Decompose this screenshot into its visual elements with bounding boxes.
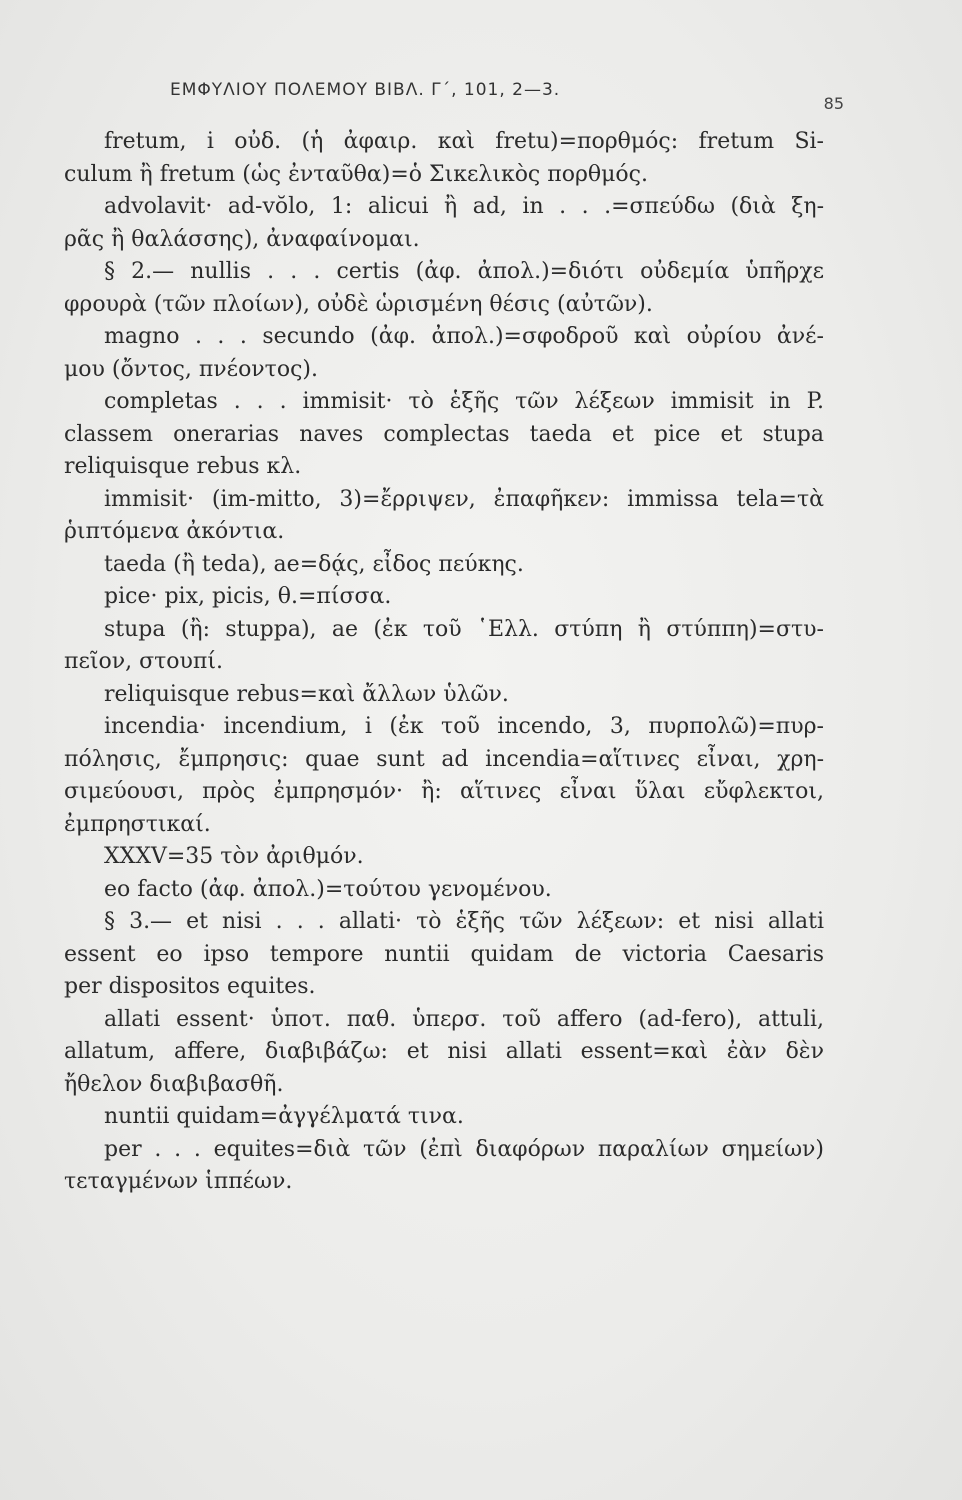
text-line: § 2.— nullis . . . certis (ἀφ. ἀπολ.)=διότι οὐδεμία ὑπῆρχε (104, 259, 824, 284)
text-line: τεταγμένων ἱππέων. (64, 1169, 293, 1194)
commentary-text (64, 126, 824, 1199)
text-line: culum ἢ fretum (ὡς ἐνταῦθα)=ὁ Σικελικὸς πορθμός. (64, 161, 648, 187)
text-line: magno . . . secundo (ἀφ. ἀπολ.)=σφοδροῦ καὶ οὐρίου ἀνέ- (104, 324, 824, 349)
text-line: ῥιπτόμενα ἀκόντια. (64, 519, 285, 544)
text-line: advolavit· ad-vŏlo, 1: alicui ἢ ad, in . . .=σπεύδω (διὰ ξη- (104, 194, 824, 219)
text-line: allatum, affere, διαβιβάζω: et nisi allati essent=καὶ ἐὰν δὲν (64, 1039, 824, 1064)
text-line: § 3.— et nisi . . . allati· τὸ ἑξῆς τῶν λέξεων: et nisi allati (104, 909, 824, 934)
text-line: taeda (ἢ teda), ae=δᾴς, εἶδος πεύκης. (104, 551, 524, 577)
text-line: μου (ὄντος, πνέοντος). (64, 356, 318, 382)
text-line: reliquisque rebus κλ. (64, 454, 302, 479)
text-line: σιμεύουσι, πρὸς ἐμπρησμόν· ἢ: αἵτινες εἶναι ὕλαι εὔφλεκτοι, (64, 779, 824, 804)
text-line: reliquisque rebus=καὶ ἄλλων ὑλῶν. (104, 681, 509, 707)
text-line: essent eo ipso tempore nuntii quidam de victoria Caesaris (64, 941, 824, 967)
running-title: ΕΜΦΥΛΙΟΥ ΠΟΛΕΜΟΥ ΒΙΒΛ. Γ΄, 101, 2—3. (170, 80, 561, 100)
text-line: immisit· (im-mitto, 3)=ἔρριψεν, ἐπαφῆκεν: immissa tela=τὰ (104, 486, 824, 512)
text-line: ἐμπρηστικαί. (64, 811, 211, 837)
text-line: fretum, i οὐδ. (ἡ ἀφαιρ. καὶ fretu)=πορθμός: fretum Si- (104, 129, 824, 154)
text-line: ἤθελον διαβιβασθῆ. (64, 1071, 284, 1097)
text-line: completas . . . immisit· τὸ ἑξῆς τῶν λέξεων immisit in P. (104, 389, 824, 414)
text-line: pice· pix, picis, θ.=πίσσα. (104, 584, 392, 609)
text-line: eo facto (ἀφ. ἀπολ.)=τούτου γενομένου. (104, 876, 552, 902)
text-line: XXXV=35 τὸν ἀριθμόν. (104, 844, 364, 869)
text-line: φρουρὰ (τῶν πλοίων), οὐδὲ ὡρισμένη θέσις (αὐτῶν). (64, 291, 653, 317)
page-number: 85 (823, 94, 844, 113)
text-line: ρᾶς ἢ θαλάσσης), ἀναφαίνομαι. (64, 226, 420, 252)
text-line: πόλησις, ἔμπρησις: quae sunt ad incendia=αἵτινες εἶναι, χρη- (64, 746, 824, 772)
text-line: allati essent· ὑποτ. παθ. ὑπερσ. τοῦ affero (ad-fero), attuli, (104, 1006, 824, 1032)
text-line: classem onerarias naves complectas taeda et pice et stupa (64, 421, 824, 447)
text-line: πεῖον, στουπί. (64, 649, 223, 674)
text-line: nuntii quidam=ἀγγέλματά τινα. (104, 1104, 464, 1129)
text-line: per . . . equites=διὰ τῶν (ἐπὶ διαφόρων παραλίων σημείων) (104, 1136, 824, 1162)
text-line: stupa (ἢ: stuppa), ae (ἐκ τοῦ ῾Ελλ. στύπη ἢ στύππη)=στυ- (104, 616, 824, 642)
text-line: per dispositos equites. (64, 974, 316, 999)
text-line: incendia· incendium, i (ἐκ τοῦ incendo, 3, πυρπολῶ)=πυρ- (104, 714, 824, 739)
